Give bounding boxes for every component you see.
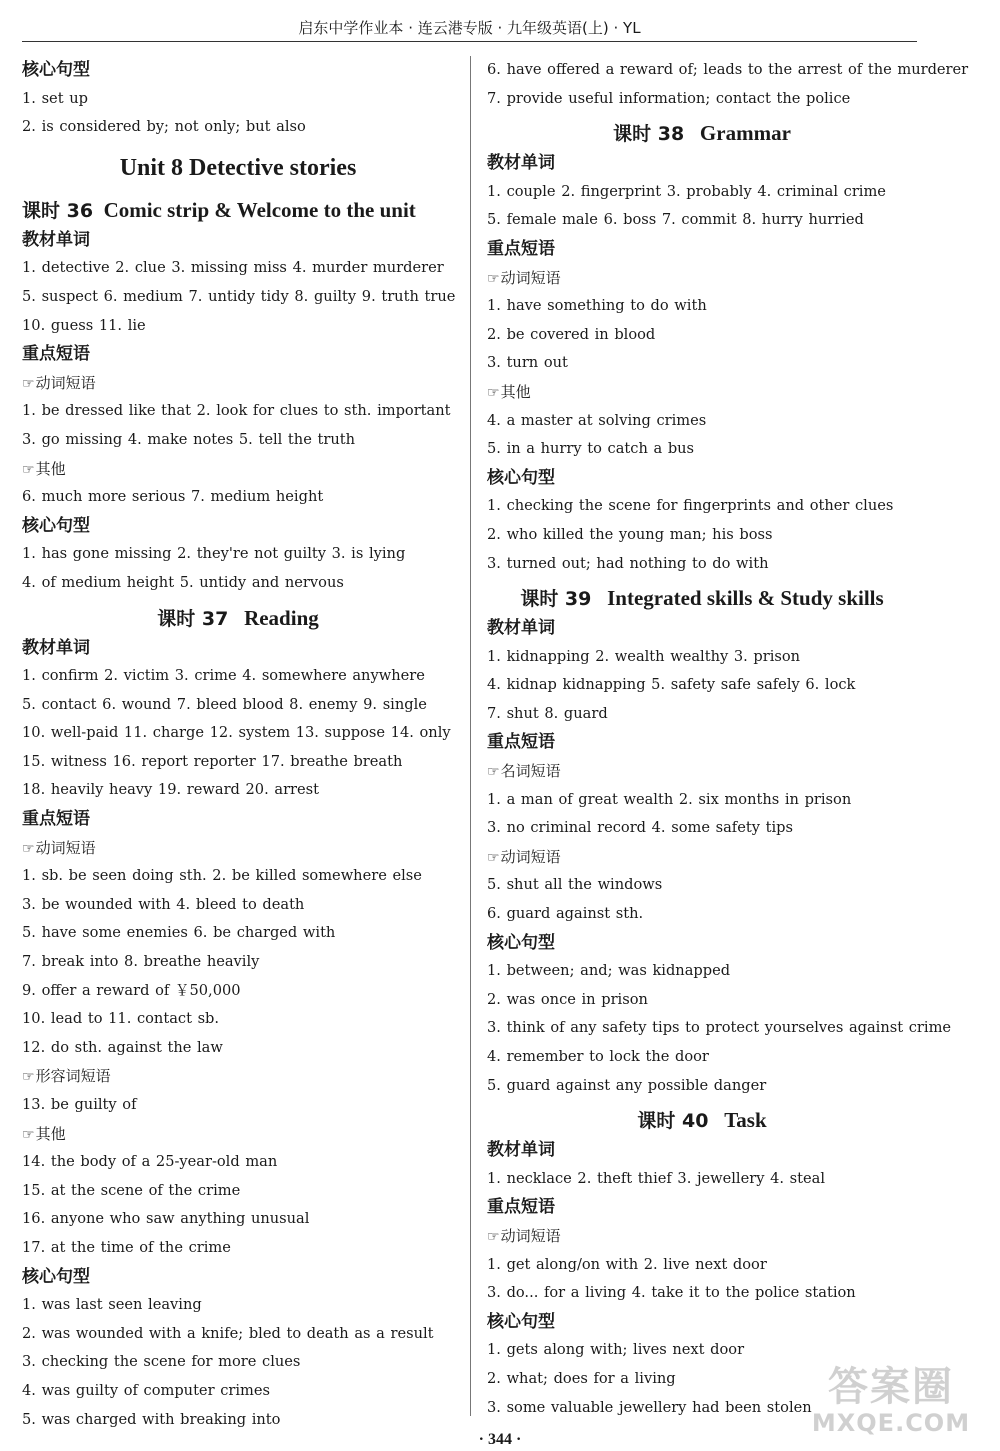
- lesson-name: Task: [724, 1108, 767, 1133]
- answer-line: 13. be guilty of: [22, 1096, 137, 1113]
- section-heading: 核心句型: [487, 1311, 555, 1332]
- block: [22, 634, 454, 1435]
- answer-line: 1. confirm 2. victim 3. crime 4. somewhere anywhere: [22, 667, 425, 685]
- answer-line: 5. guard against any possible danger: [487, 1076, 767, 1094]
- answer-line: 7. break into 8. breathe heavily: [22, 953, 260, 971]
- pointing-hand-icon: ☞: [22, 1069, 35, 1086]
- section-heading: 教材单词: [22, 229, 90, 250]
- answer-line: 1. has gone missing 2. they're not guilty 3. is lying: [22, 545, 406, 563]
- lesson-number: 课时 40: [637, 1110, 709, 1133]
- answer-line: 7. provide useful information; contact the police: [487, 89, 851, 107]
- answer-line: 4. a master at solving crimes: [487, 411, 707, 429]
- subsection-label: 动词短语: [500, 1226, 561, 1245]
- answer-line: 1. have something to do with: [487, 297, 707, 315]
- answer-line: 5. shut all the windows: [487, 876, 663, 894]
- answer-line: 3. turned out; had nothing to do with: [487, 554, 769, 572]
- answer-line: 2. was once in prison: [487, 990, 648, 1008]
- answer-line: 3. checking the scene for more clues: [22, 1353, 301, 1371]
- watermark-url: MXQE.COM: [811, 1409, 971, 1437]
- answer-line: 1. a man of great wealth 2. six months in prison: [487, 790, 852, 808]
- answer-line: 5. contact 6. wound 7. bleed blood 8. enemy 9. single: [22, 695, 427, 713]
- section-heading: 教材单词: [487, 618, 555, 639]
- section-heading: 重点短语: [487, 1197, 555, 1218]
- answer-line: 7. shut 8. guard: [487, 704, 608, 722]
- pointing-hand-icon: ☞: [487, 270, 500, 287]
- section-heading: 教材单词: [487, 1140, 555, 1161]
- section-heading: 核心句型: [22, 1266, 90, 1287]
- block: [487, 56, 969, 113]
- answer-line: 1. kidnapping 2. wealth wealthy 3. prison: [487, 647, 801, 665]
- answer-line: 1. set up: [22, 89, 88, 107]
- answer-line: 4. of medium height 5. untidy and nervous: [22, 573, 344, 591]
- answer-line: 4. remember to lock the door: [487, 1048, 709, 1065]
- block: [22, 226, 454, 598]
- subsection-heading: [22, 455, 454, 484]
- subsection-heading: [22, 1062, 454, 1091]
- pointing-hand-icon: ☞: [22, 461, 35, 478]
- section-heading: 核心句型: [22, 515, 90, 536]
- subsection-heading: [487, 757, 917, 786]
- answer-line: 15. witness 16. report reporter 17. breathe breath: [22, 752, 403, 770]
- answer-line: 5. female male 6. boss 7. commit 8. hurry hurried: [487, 211, 864, 229]
- answer-line: 18. heavily heavy 19. reward 20. arrest: [22, 781, 320, 799]
- answer-line: 1. checking the scene for fingerprints and other clues: [487, 497, 894, 515]
- pointing-hand-icon: ☞: [487, 849, 500, 866]
- answer-line: 1. get along/on with 2. live next door: [487, 1255, 767, 1273]
- answer-line: 6. guard against sth.: [487, 905, 644, 923]
- section-heading: 教材单词: [22, 637, 90, 658]
- subsection-heading: [22, 834, 454, 863]
- answer-line: 9. offer a reward of ￥50,000: [22, 981, 241, 999]
- subsection-label: 其他: [35, 459, 66, 478]
- subsection-label: 其他: [35, 1124, 66, 1143]
- section-heading: 重点短语: [487, 238, 555, 259]
- answer-line: 4. kidnap kidnapping 5. safety safe safely 6. lock: [487, 676, 856, 694]
- lesson-40-title: [487, 1100, 917, 1136]
- subsection-heading: [487, 264, 917, 293]
- pointing-hand-icon: ☞: [487, 1228, 500, 1245]
- answer-line: 14. the body of a 25-year-old man: [22, 1153, 278, 1171]
- section-heading: 核心句型: [487, 932, 555, 953]
- answer-line: 16. anyone who saw anything unusual: [22, 1210, 310, 1228]
- left-column: [22, 56, 454, 1434]
- lesson-number: 课时 37: [157, 607, 229, 630]
- lesson-name: Comic strip & Welcome to the unit: [103, 197, 416, 222]
- subsection-label: 动词短语: [35, 838, 96, 857]
- answer-line: 6. much more serious 7. medium height: [22, 488, 324, 506]
- subsection-label: 动词短语: [500, 268, 561, 287]
- page-header: 启东中学作业本 · 连云港专版 · 九年级英语(上) · YL: [22, 14, 917, 42]
- block: [22, 56, 454, 142]
- subsection-label: 形容词短语: [35, 1067, 111, 1086]
- answer-line: 3. no criminal record 4. some safety tips: [487, 819, 793, 837]
- subsection-heading: [22, 1120, 454, 1149]
- answer-line: 1. between; and; was kidnapped: [487, 962, 731, 980]
- answer-line: 2. is considered by; not only; but also: [22, 118, 306, 136]
- answer-line: 12. do sth. against the law: [22, 1038, 223, 1056]
- answer-line: 6. have offered a reward of; leads to the arrest of the murderer: [487, 61, 969, 78]
- answer-line: 17. at the time of the crime: [22, 1238, 231, 1256]
- section-heading: 重点短语: [22, 809, 90, 830]
- answer-line: 10. well-paid 11. charge 12. system 13. suppose 14. only: [22, 724, 451, 742]
- answer-line: 1. gets along with; lives next door: [487, 1341, 745, 1359]
- pointing-hand-icon: ☞: [487, 764, 500, 781]
- answer-line: 1. was last seen leaving: [22, 1296, 202, 1314]
- lesson-36-title: [22, 190, 454, 226]
- answer-line: 1. sb. be seen doing sth. 2. be killed somewhere else: [22, 867, 422, 885]
- right-column: [487, 56, 969, 1422]
- subsection-heading: [22, 369, 454, 398]
- answer-line: 1. be dressed like that 2. look for clues to sth. important: [22, 402, 451, 420]
- answer-line: 1. couple 2. fingerprint 3. probably 4. criminal crime: [487, 182, 886, 200]
- subsection-heading: [487, 843, 917, 872]
- answer-line: 5. in a hurry to catch a bus: [487, 440, 695, 458]
- block: [487, 149, 917, 578]
- answer-line: 5. was charged with breaking into: [22, 1410, 281, 1428]
- block: [487, 614, 952, 1100]
- section-heading: 教材单词: [487, 153, 555, 174]
- answer-line: 10. guess 11. lie: [22, 316, 146, 334]
- answer-line: 2. was wounded with a knife; bled to death as a result: [22, 1324, 434, 1342]
- lesson-37-title: [22, 598, 454, 634]
- pointing-hand-icon: ☞: [22, 1126, 35, 1143]
- answer-line: 3. do... for a living 4. take it to the police station: [487, 1284, 856, 1302]
- answer-line: 3. go missing 4. make notes 5. tell the truth: [22, 430, 355, 448]
- answer-line: 2. what; does for a living: [487, 1369, 676, 1387]
- answer-line: 15. at the scene of the crime: [22, 1181, 241, 1199]
- subsection-label: 名词短语: [500, 762, 561, 781]
- section-heading: 核心句型: [22, 60, 90, 80]
- pointing-hand-icon: ☞: [22, 375, 35, 392]
- lesson-name: Integrated skills & Study skills: [607, 586, 884, 611]
- answer-line: 5. have some enemies 6. be charged with: [22, 924, 336, 942]
- lesson-number: 课时 39: [520, 588, 592, 611]
- answer-line: 2. be covered in blood: [487, 325, 656, 343]
- answer-line: 4. was guilty of computer crimes: [22, 1381, 270, 1399]
- section-heading: 重点短语: [22, 344, 90, 365]
- subsection-label: 动词短语: [35, 373, 96, 392]
- section-heading: 重点短语: [487, 732, 555, 753]
- lesson-number: 课时 36: [22, 199, 94, 222]
- section-heading: 核心句型: [487, 467, 555, 488]
- unit-title: Unit 8 Detective stories: [119, 154, 357, 181]
- subsection-label: 其他: [500, 382, 531, 401]
- lesson-number: 课时 38: [613, 123, 685, 146]
- subsection-heading: [487, 378, 917, 407]
- column-divider: [470, 56, 471, 1416]
- answer-line: 10. lead to 11. contact sb.: [22, 1010, 220, 1028]
- lesson-name: Grammar: [699, 121, 791, 146]
- answer-line: 1. necklace 2. theft thief 3. jewellery 4. steal: [487, 1169, 826, 1187]
- pointing-hand-icon: ☞: [22, 840, 35, 857]
- answer-line: 3. turn out: [487, 354, 568, 372]
- answer-line: 1. detective 2. clue 3. missing miss 4. murder murderer: [22, 259, 444, 277]
- lesson-name: Reading: [244, 605, 319, 630]
- answer-line: 2. who killed the young man; his boss: [487, 525, 773, 543]
- answer-line: 5. suspect 6. medium 7. untidy tidy 8. guilty 9. truth true: [22, 287, 456, 305]
- watermark-logo: [796, 1365, 986, 1445]
- lesson-39-title: [487, 578, 917, 614]
- watermark-text: 答案圈: [828, 1364, 954, 1410]
- lesson-38-title: [487, 113, 917, 149]
- subsection-label: 动词短语: [500, 847, 561, 866]
- subsection-heading: [487, 1222, 917, 1251]
- answer-line: 3. think of any safety tips to protect yourselves against crime: [487, 1019, 952, 1037]
- page-number: · 344 ·: [478, 1431, 522, 1448]
- answer-line: 3. some valuable jewellery had been stolen: [487, 1398, 812, 1416]
- pointing-hand-icon: ☞: [487, 384, 500, 401]
- answer-line: 3. be wounded with 4. bleed to death: [22, 895, 305, 913]
